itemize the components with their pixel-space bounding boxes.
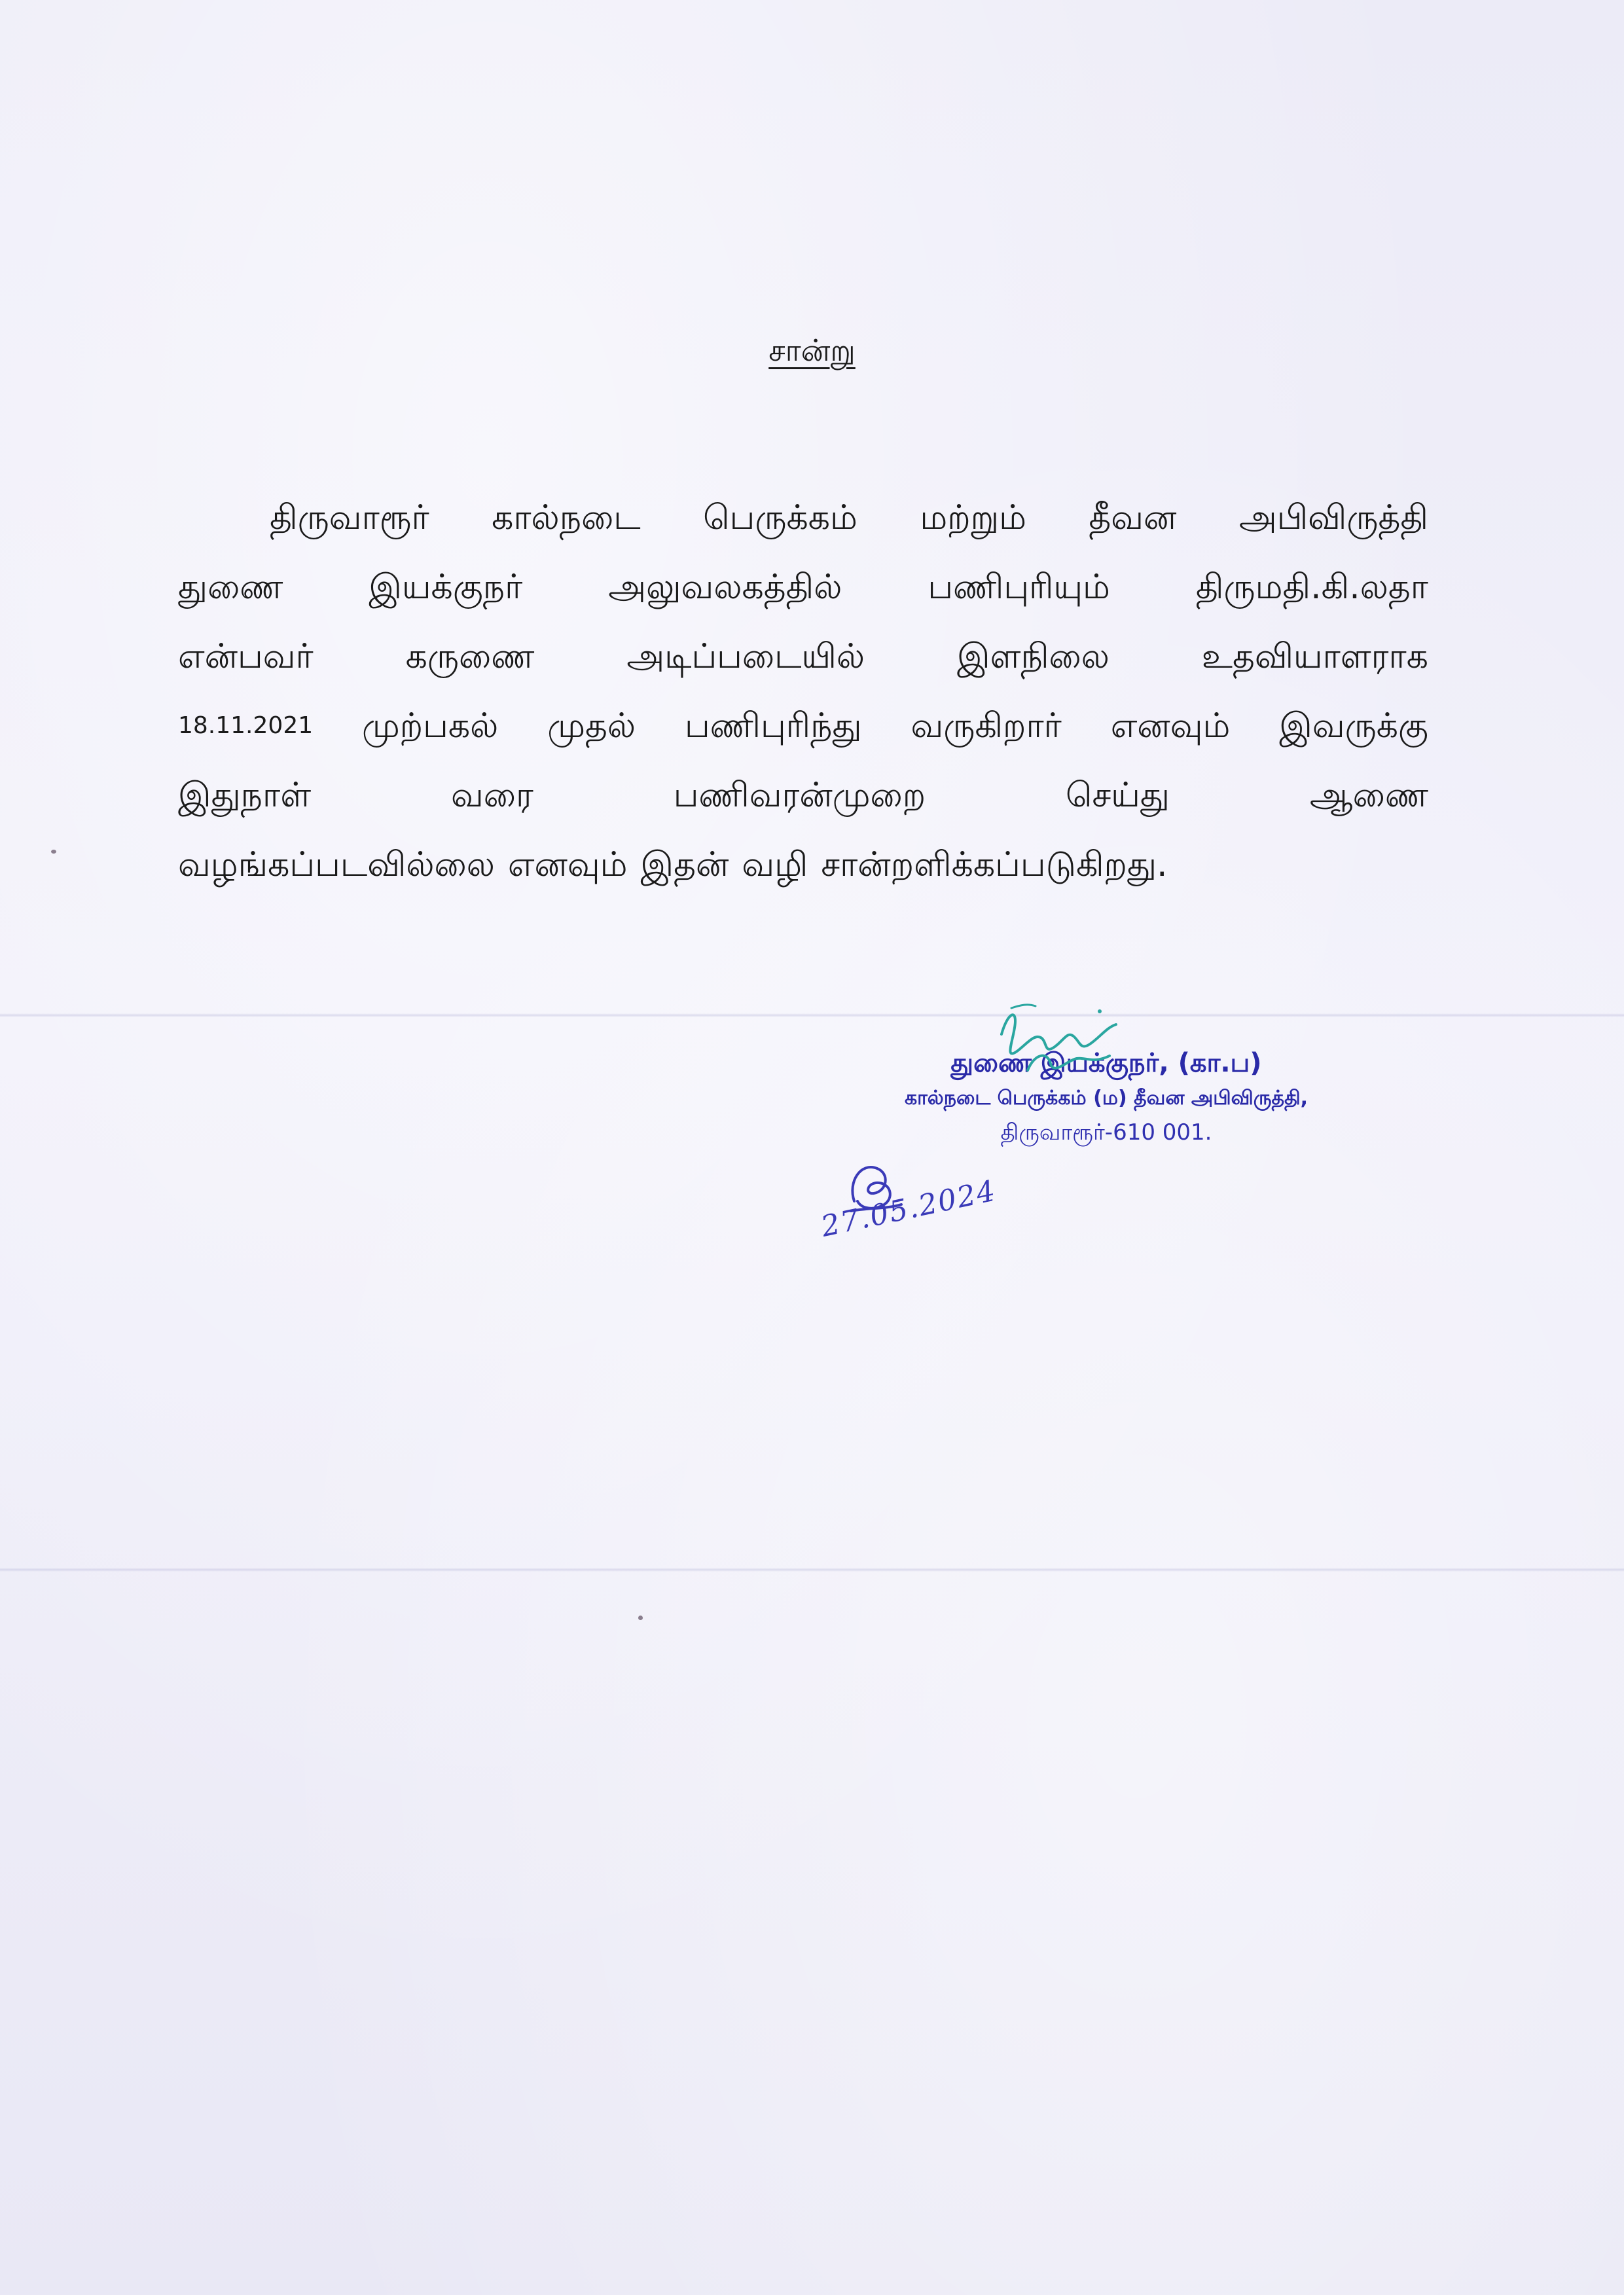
word: கருணை <box>405 637 535 676</box>
word: கால்நடை <box>492 498 641 537</box>
document-title: சான்று <box>768 333 856 368</box>
word: வழி <box>742 845 808 884</box>
word: ஆணை <box>1309 776 1428 815</box>
body-line-6 <box>178 830 1428 899</box>
word: முதல் <box>547 706 636 746</box>
word: துணை <box>178 568 283 607</box>
word: திருவாரூர் <box>270 498 429 537</box>
word: அலுவலகத்தில் <box>608 568 842 607</box>
word: சான்றளிக்கப்படுகிறது. <box>821 845 1168 884</box>
word: என்பவர் <box>178 637 314 676</box>
body-line-2 <box>178 552 1428 622</box>
body-line-1 <box>178 483 1428 552</box>
word: இயக்குநர் <box>369 568 523 607</box>
word: இதுநாள் <box>178 776 312 815</box>
paper-crease <box>0 1568 1624 1572</box>
body-line-3 <box>178 622 1428 691</box>
word: வருகிறார் <box>911 706 1062 746</box>
word: பணிவரன்முறை <box>673 776 926 815</box>
word: செய்து <box>1066 776 1170 815</box>
word: அடிப்படையில் <box>626 637 865 676</box>
word: பணிபுரியும் <box>928 568 1110 607</box>
paper-crease <box>0 1013 1624 1017</box>
word: அபிவிருத்தி <box>1238 498 1428 537</box>
word: முற்பகல் <box>362 706 499 746</box>
paper-speck <box>638 1616 643 1620</box>
word: இவருக்கு <box>1279 706 1428 746</box>
word: வழங்கப்படவில்லை <box>178 845 495 884</box>
word: திருமதி.கி.லதா <box>1195 568 1428 607</box>
stamp-designation: துணை இயக்குநர், (கா.ப) <box>950 1048 1262 1078</box>
certificate-body <box>178 483 1428 899</box>
signature-icon <box>988 998 1126 1090</box>
handwritten-date: 27.05.2024 <box>818 1174 1000 1244</box>
word: வரை <box>451 776 533 815</box>
paper-speck <box>51 850 56 854</box>
word: தீவன <box>1089 498 1177 537</box>
word: எனவும் <box>1110 706 1231 746</box>
word: பெருக்கம் <box>703 498 857 537</box>
stamp-address: திருவாரூர்-610 001. <box>1000 1119 1212 1146</box>
word: உதவியாளராக <box>1201 637 1428 676</box>
start-date: 18.11.2021 <box>178 712 314 739</box>
body-line-4 <box>178 691 1428 761</box>
word: மற்றும் <box>920 498 1026 537</box>
word: எனவும் <box>507 845 628 884</box>
body-line-5 <box>178 761 1428 830</box>
word: பணிபுரிந்து <box>684 706 862 746</box>
stamp-department: கால்நடை பெருக்கம் (ம) தீவன அபிவிருத்தி, <box>904 1087 1308 1110</box>
word: இதன் <box>640 845 729 884</box>
word: இளநிலை <box>956 637 1110 676</box>
